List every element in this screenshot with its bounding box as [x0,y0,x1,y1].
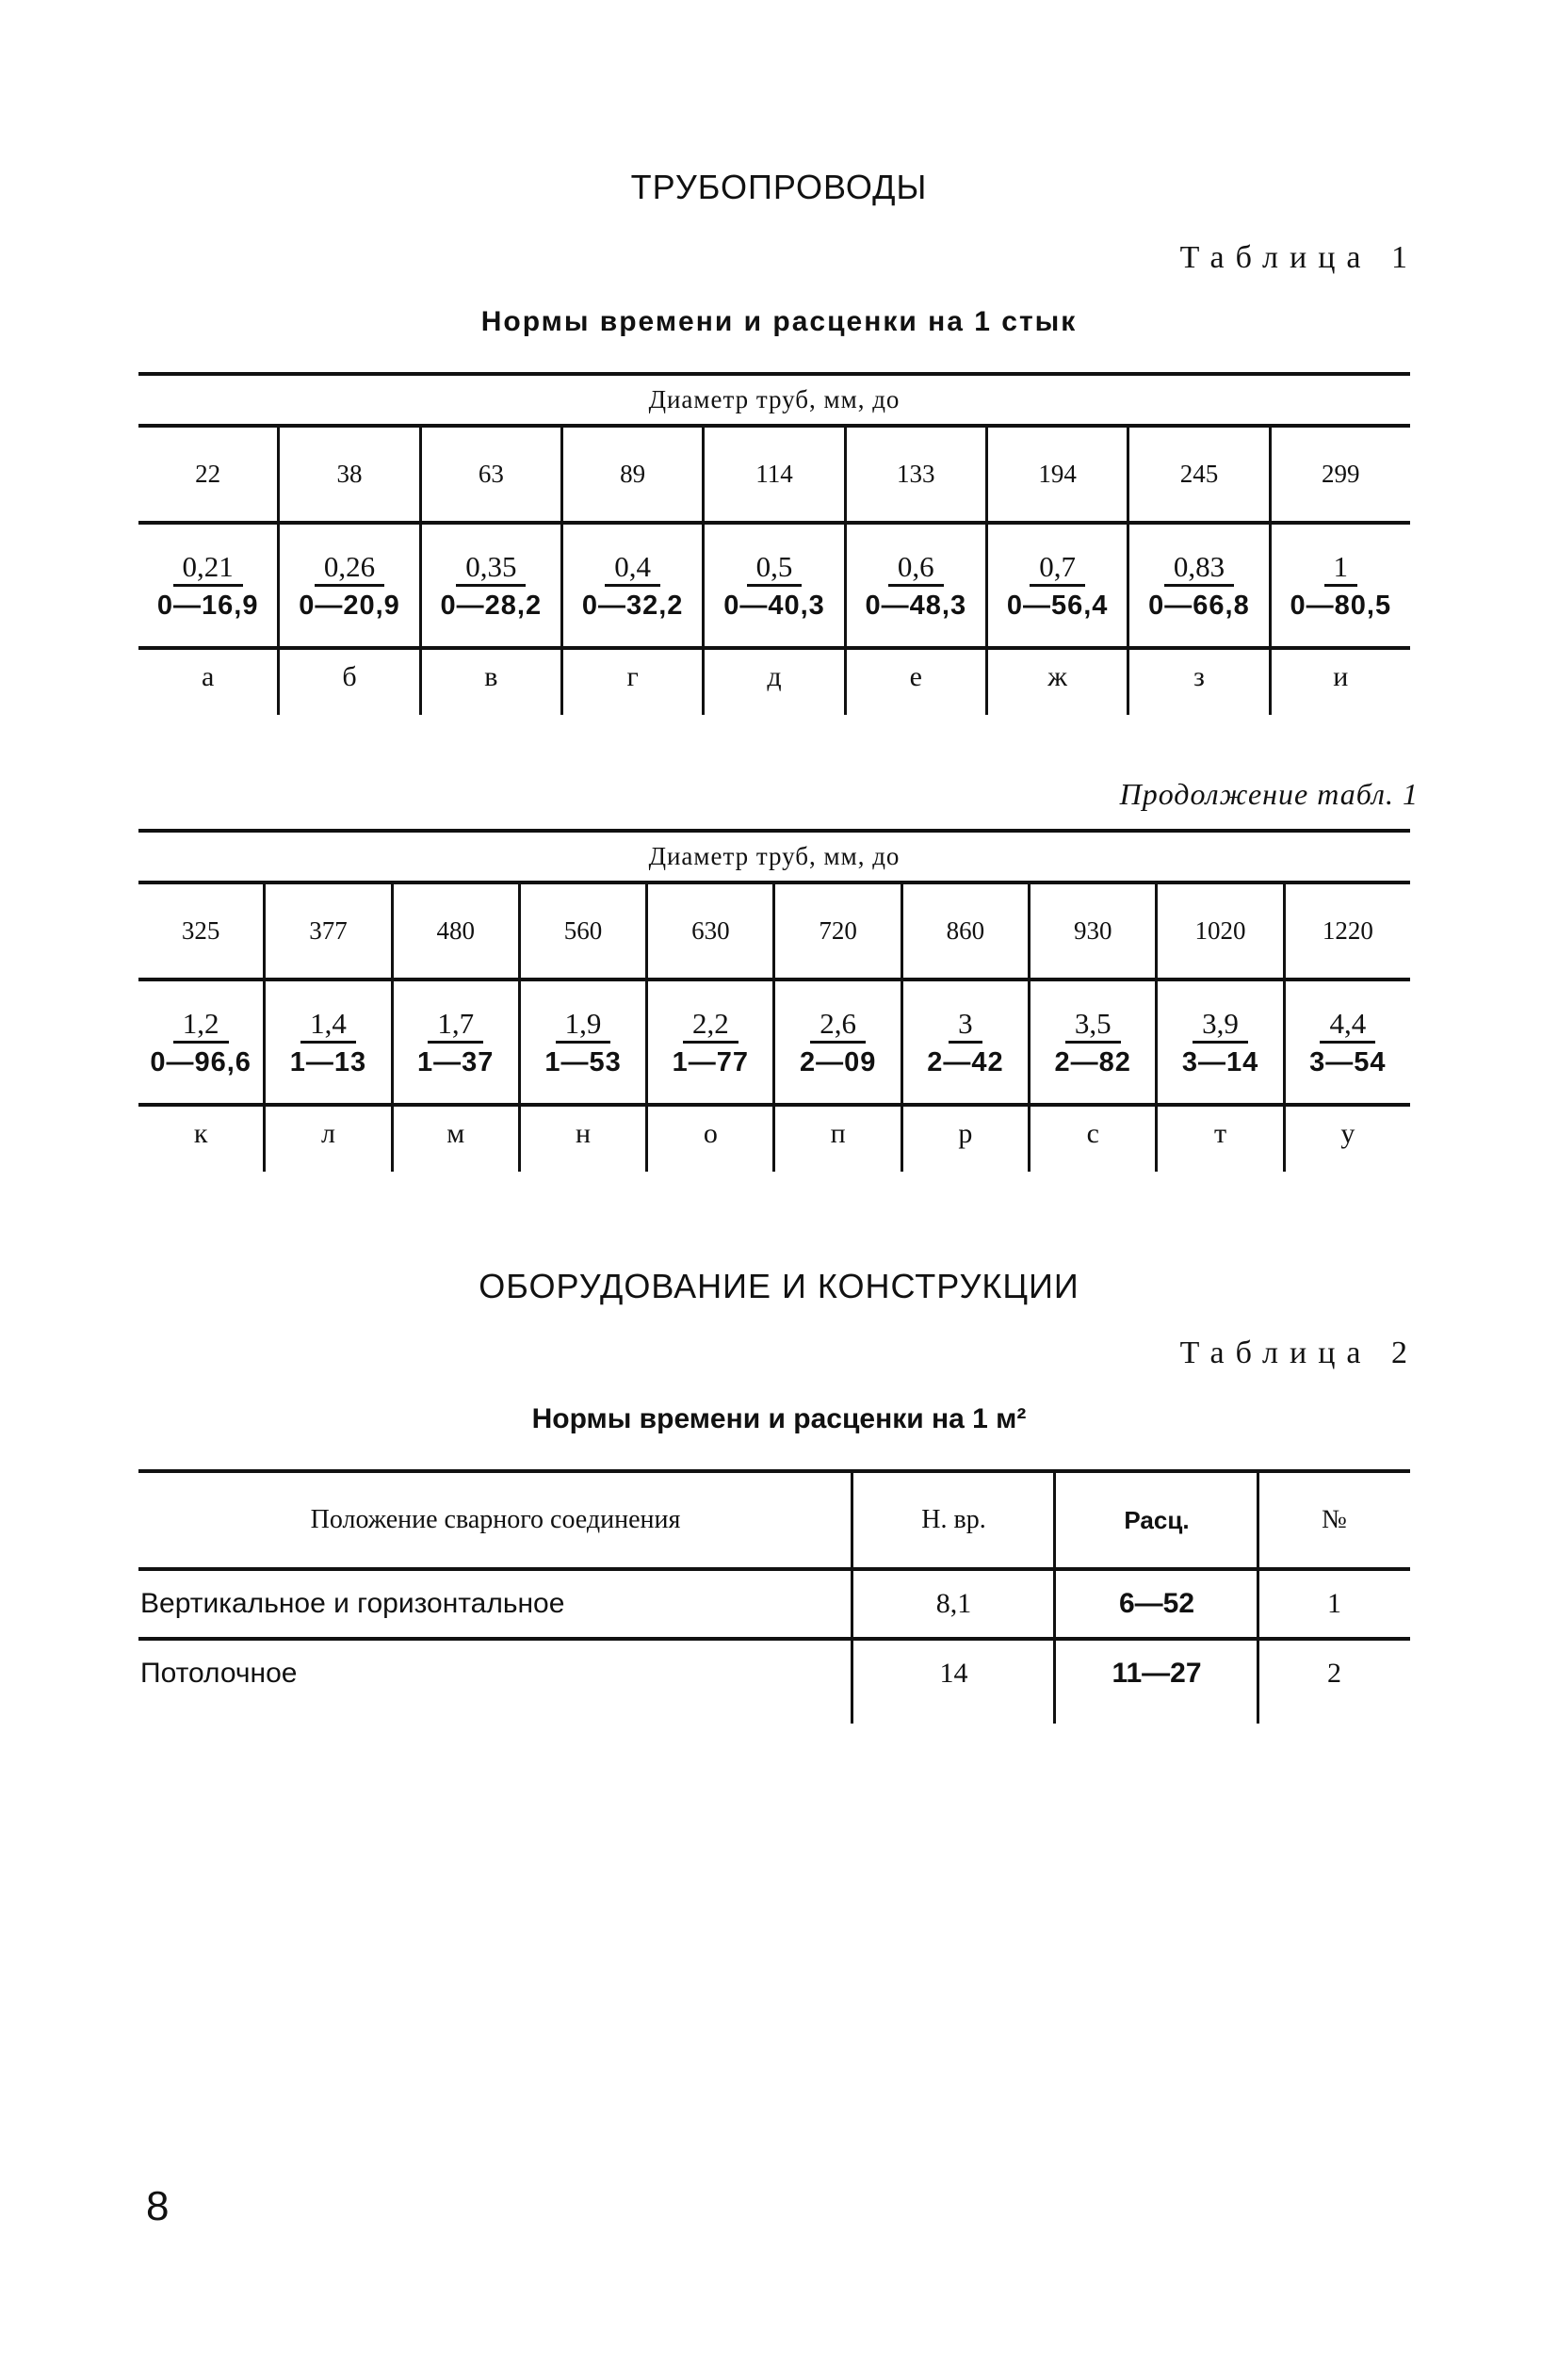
rate-value: 1—13 [289,1047,367,1077]
time-norm-value: 1,4 [300,1007,356,1044]
time-norm-value: 0,7 [1030,550,1085,587]
table-row [138,1641,1410,1707]
time-norm-value: 3 [949,1007,982,1044]
rate-value: 0—16,9 [156,591,259,621]
column-letter: л [263,1106,390,1172]
time-norm-value: 2,6 [810,1007,866,1044]
table2-caption: Нормы времени и расценки на 1 м² [531,1403,1027,1434]
diameter-cell: 377 [263,883,390,978]
norm-rate-cell [419,524,560,646]
row-number: 2 [1327,1658,1341,1689]
diameter-cell: 325 [181,916,220,945]
column-letter: н [518,1106,645,1172]
time-norm-value: 0,6 [888,550,944,587]
norm-rate-cell [560,524,702,646]
diameter-cell: 38 [277,427,418,521]
diameter-cell: 63 [419,427,560,521]
time-norm-value: 0,35 [456,550,526,587]
time-norm-value: 1,9 [556,1007,611,1044]
time-norm-value: 3,9 [1193,1007,1248,1044]
column-letter: з [1127,649,1268,715]
column-letter: в [419,649,560,715]
rate-value: 1—77 [672,1047,750,1077]
time-norm-value: 4,4 [1320,1007,1375,1044]
diameter-cell: 299 [1269,427,1410,521]
rate-value: 0—96,6 [150,1047,252,1077]
time-norm-value: 1,2 [173,1007,229,1044]
column-letter: с [1028,1106,1155,1172]
column-letter: и [1269,649,1410,715]
column-letter: ж [985,649,1127,715]
rate-value: 0—66,8 [1148,591,1250,621]
diameter-cell: 480 [391,883,518,978]
rate-value: 0—56,4 [1006,591,1109,621]
norm-rate-cell [1155,980,1282,1103]
table1-caption: Нормы времени и расценки на 1 стык [480,306,1078,337]
rate-value: 1—37 [417,1047,495,1077]
rate-value: 2—09 [799,1047,877,1077]
rate-value: 0—28,2 [440,591,543,621]
table1-continuation-label: Продолжение табл. 1 [1119,777,1419,811]
row-norm: 14 [939,1658,968,1689]
diameter-cell: 89 [560,427,702,521]
diameter-cell: 194 [985,427,1127,521]
time-norm-value: 1 [1324,550,1358,587]
norm-rate-cell [391,980,518,1103]
time-norm-value: 0,26 [315,550,384,587]
table2-label: Таблица 2 [1179,1336,1419,1370]
time-norm-value: 3,5 [1065,1007,1121,1044]
time-norm-value: 0,21 [173,550,243,587]
rate-value: 0—80,5 [1290,591,1392,621]
column-letter: б [277,649,418,715]
column-letter: р [901,1106,1028,1172]
page-number: 8 [146,2183,170,2229]
rate-value: 3—14 [1181,1047,1259,1077]
section-title-equipment: ОБОРУДОВАНИЕ И КОНСТРУКЦИИ [479,1267,1079,1305]
rate-value: 1—53 [544,1047,622,1077]
norm-rate-cell [518,980,645,1103]
norm-rate-cell [1127,524,1268,646]
column-header-rate: Расц. [1124,1506,1190,1534]
column-header-position: Положение сварного соединения [310,1505,681,1534]
diameter-cell: 1220 [1283,883,1410,978]
diameter-cell: 860 [901,883,1028,978]
row-norm: 8,1 [935,1588,972,1619]
column-letter: е [844,649,985,715]
time-norm-value: 0,83 [1164,550,1234,587]
norm-rate-cell [277,524,418,646]
time-norm-value: 2,2 [683,1007,738,1044]
norm-rate-cell [138,980,263,1103]
diameter-cell: 630 [645,883,772,978]
time-norm-value: 1,7 [428,1007,483,1044]
section-title-pipelines: ТРУБОПРОВОДЫ [630,168,928,206]
column-letter: о [645,1106,772,1172]
column-letter: п [772,1106,900,1172]
column-letter: к [193,1118,208,1149]
diameter-cell: 560 [518,883,645,978]
rate-value: 2—42 [927,1047,1004,1077]
norm-rate-cell [901,980,1028,1103]
row-rate: 11—27 [1112,1658,1202,1689]
column-letter: д [702,649,843,715]
diameter-cell: 245 [1127,427,1268,521]
table2-header-row [138,1473,1410,1567]
row-rate: 6—52 [1118,1588,1195,1619]
row-position: Вертикальное и горизонтальное [140,1588,565,1619]
rate-value: 3—54 [1309,1047,1387,1077]
rate-value: 2—82 [1054,1047,1131,1077]
column-letter: м [391,1106,518,1172]
diameter-cell: 22 [195,460,221,488]
diameter-cell: 114 [702,427,843,521]
diameter-cell: 1020 [1155,883,1282,978]
table1-cont-header: Диаметр труб, мм, до [648,842,901,870]
rate-value: 0—20,9 [299,591,400,621]
table1-header: Диаметр труб, мм, до [648,385,901,413]
column-letter: а [202,661,215,692]
row-number: 1 [1327,1588,1341,1619]
norm-rate-cell [772,980,900,1103]
table1-label: Таблица 1 [1179,240,1419,275]
column-header-norm: Н. вр. [921,1505,986,1534]
norm-rate-cell [1028,980,1155,1103]
time-norm-value: 0,5 [747,550,803,587]
norm-rate-cell [844,524,985,646]
norm-rate-cell [645,980,772,1103]
diameter-cell: 930 [1028,883,1155,978]
norm-rate-cell [985,524,1127,646]
norm-rate-cell [263,980,390,1103]
table1-continuation [138,829,1410,1177]
norm-rate-cell [1283,980,1410,1103]
table-row [138,1571,1410,1637]
row-position: Потолочное [140,1658,298,1689]
column-letter: у [1283,1106,1410,1172]
rate-value: 0—32,2 [581,591,684,621]
norm-rate-cell [1269,524,1410,646]
column-letter: г [560,649,702,715]
column-header-number: № [1322,1505,1347,1534]
diameter-cell: 133 [844,427,985,521]
diameter-cell: 720 [772,883,900,978]
table2 [138,1469,1410,1724]
time-norm-value: 0,4 [605,550,660,587]
rate-value: 0—48,3 [865,591,967,621]
table1 [138,372,1410,720]
norm-rate-cell [702,524,843,646]
column-letter: т [1155,1106,1282,1172]
norm-rate-cell [138,524,277,646]
rate-value: 0—40,3 [723,591,825,621]
